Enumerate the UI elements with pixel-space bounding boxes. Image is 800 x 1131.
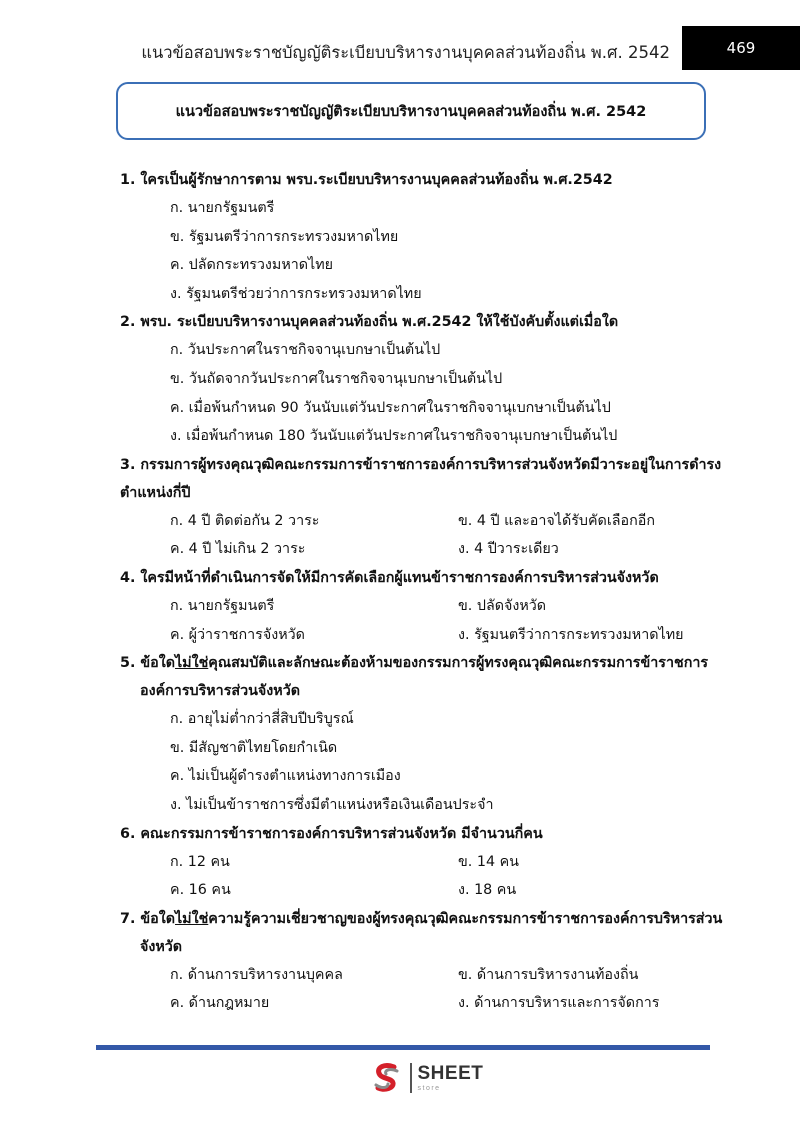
option: ก. อายุไม่ต่ำกว่าสี่สิบปีบริบูรณ์ [170,711,354,728]
option: ง. รัฐมนตรีว่าการกระทรวงมหาดไทย [458,626,684,643]
question-list [0,166,800,1018]
question-5-prefix: 5. ข้อใด [120,655,175,672]
option: ข. ปลัดจังหวัด [458,597,547,614]
option: ค. 4 ปี ไม่เกิน 2 วาระ [170,541,306,558]
underlined-negation: ไม่ใช่ [174,655,209,672]
question-7-body: ความรู้ความเชี่ยวชาญของผู้ทรงคุณวุฒิคณะกรรมการข้าราชการองค์การบริหารส่วน [208,910,723,927]
question-6: 6. คณะกรรมการข้าราชการองค์การบริหารส่วนจังหวัด มีจำนวนกี่คน [120,825,543,842]
option: ก. 4 ปี ติดต่อกัน 2 วาระ [170,512,320,529]
option: ง. รัฐมนตรีช่วยว่าการกระทรวงมหาดไทย [170,285,422,302]
question-5-continued: องค์การบริหารส่วนจังหวัด [140,683,301,700]
option-row [0,961,800,990]
option: ข. ด้านการบริหารงานท้องถิ่น [458,966,639,983]
option: ค. เมื่อพ้นกำหนด 90 วันนับแต่วันประกาศในราชกิจจานุเบกษาเป็นต้นไป [170,399,611,416]
question-2: 2. พรบ. ระเบียบบริหารงานบุคคลส่วนท้องถิ่น พ.ศ.2542 ให้ใช้บังคับตั้งแต่เมื่อใด [120,314,619,331]
question-7-prefix: 7. ข้อใด [120,910,175,927]
question-5-body: คุณสมบัติและลักษณะต้องห้ามของกรรมการผู้ทรงคุณวุฒิคณะกรรมการข้าราชการ [208,655,709,672]
option: ข. 4 ปี และอาจได้รับคัดเลือกอีก [458,512,655,529]
question-1: 1. ใครเป็นผู้รักษาการตาม พรบ.ระเบียบบริหารงานบุคคลส่วนท้องถิ่น พ.ศ.2542 [120,172,613,188]
option-row [0,876,800,905]
option: ก. วันประกาศในราชกิจจานุเบกษาเป็นต้นไป [170,342,441,359]
option-row [0,621,800,650]
option: ค. ปลัดกระทรวงมหาดไทย [170,257,334,274]
running-title: แนวข้อสอบพระราชบัญญัติระเบียบบริหารงานบุคคลส่วนท้องถิ่น พ.ศ. 2542 [141,43,670,62]
logo-divider [410,1063,412,1093]
option-row [0,535,800,564]
question-7-continued: จังหวัด [140,938,183,955]
option: ก. นายกรัฐมนตรี [170,597,275,614]
logo-sub: store [417,1085,441,1092]
option: ก. 12 คน [170,853,230,870]
option: ง. 18 คน [458,882,517,899]
option: ข. 14 คน [458,853,519,870]
page-number: 469 [726,39,756,57]
option: ง. เมื่อพ้นกำหนด 180 วันนับแต่วันประกาศในราชกิจจานุเบกษาเป็นต้นไป [170,428,618,445]
option: ก. นายกรัฐมนตรี [170,200,275,216]
question-3-continued: ตำแหน่งกี่ปี [120,484,191,501]
sheet-store-logo [370,1058,483,1098]
question-3: 3. กรรมการผู้ทรงคุณวุฒิคณะกรรมการข้าราชการองค์การบริหารส่วนจังหวัดมีวาระอยู่ในการดำรง [120,456,722,473]
option: ก. ด้านการบริหารงานบุคคล [170,966,343,983]
logo-text [418,1064,484,1092]
question-5 [0,649,800,677]
option-row [0,507,800,536]
option: ข. วันถัดจากวันประกาศในราชกิจจานุเบกษาเป็นต้นไป [170,370,503,387]
sheet-store-s-icon [370,1061,404,1095]
underlined-negation: ไม่ใช่ [174,910,209,927]
question-5-continued-line [0,677,800,705]
question-7 [0,905,800,933]
option: ง. 4 ปีวาระเดียว [458,541,559,558]
option: ค. ด้านกฎหมาย [170,995,270,1012]
option: ง. ด้านการบริหารและการจัดการ [458,995,660,1012]
option: ข. มีสัญชาติไทยโดยกำเนิด [170,739,338,756]
logo-word: SHEET [417,1063,484,1084]
option: ค. ผู้ว่าราชการจังหวัด [170,626,305,643]
option-row [0,592,800,621]
option-row [0,848,800,877]
question-4: 4. ใครมีหน้าที่ดำเนินการจัดให้มีการคัดเลือกผู้แทนข้าราชการองค์การบริหารส่วนจังหวัด [120,569,659,586]
footer-rule [96,1045,710,1050]
page-number-badge [682,26,800,70]
option: ง. ไม่เป็นข้าราชการซึ่งมีตำแหน่งหรือเงินเดือนประจำ [170,796,494,813]
document-title: แนวข้อสอบพระราชบัญญัติระเบียบบริหารงานบุคคลส่วนท้องถิ่น พ.ศ. 2542 [175,103,647,120]
question-7-continued-line [0,933,800,961]
option-row [0,989,800,1018]
document-title-box [116,82,706,140]
option: ค. 16 คน [170,882,231,899]
option: ค. ไม่เป็นผู้ดำรงตำแหน่งทางการเมือง [170,768,401,785]
option: ข. รัฐมนตรีว่าการกระทรวงมหาดไทย [170,228,399,245]
